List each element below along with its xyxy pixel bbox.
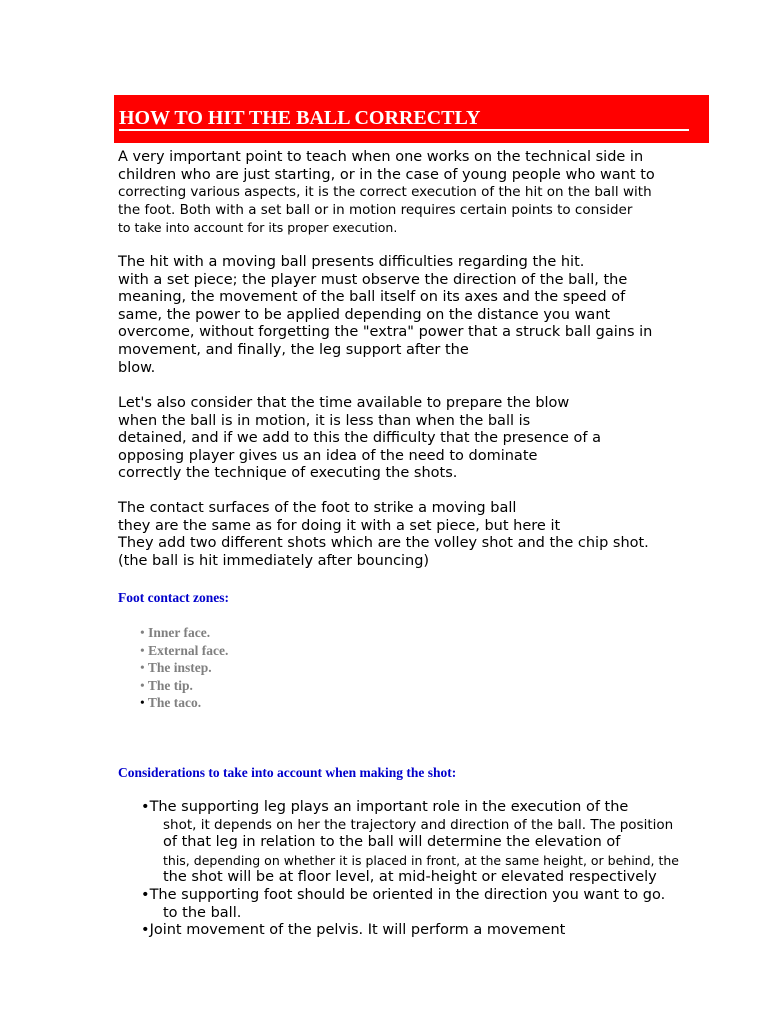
list-item — [140, 659, 228, 677]
paragraph-line: with a set piece; the player must observe the direction of the ball, the — [118, 271, 628, 288]
item-text: Joint movement of the pelvis. It will perform a movement — [149, 922, 566, 939]
contact-paragraph — [118, 500, 649, 570]
list-item — [141, 922, 679, 940]
paragraph-line: when the ball is in motion, it is less than when the ball is — [118, 412, 531, 429]
zone-label: The tip. — [147, 677, 193, 693]
item-continuation: of that leg in relation to the ball will determine the elevation of — [163, 834, 621, 851]
bullet-icon: • — [140, 625, 145, 640]
paragraph-line: The contact surfaces of the foot to strike a moving ball — [118, 500, 517, 516]
foot-zones-list — [140, 624, 228, 712]
intro-paragraph — [118, 149, 655, 237]
item-continuation: the shot will be at floor level, at mid-height or elevated respectively — [163, 869, 657, 886]
item-continuation: this, depending on whether it is placed in front, at the same height, or behind, the — [163, 852, 679, 868]
paragraph-line: opposing player gives us an idea of the need to dominate — [118, 447, 538, 464]
bullet-icon: • — [141, 799, 150, 815]
paragraph-line: They add two different shots which are the volley shot and the chip shot. — [118, 535, 649, 552]
paragraph-line: The hit with a moving ball presents difficulties regarding the hit. — [118, 254, 585, 270]
moving-ball-paragraph — [118, 254, 652, 377]
considerations-heading: Considerations to take into account when making the shot: — [118, 765, 457, 780]
item-continuation: shot, it depends on her the trajectory and direction of the ball. The position — [163, 816, 674, 833]
paragraph-line: the foot. Both with a set ball or in motion requires certain points to consider — [118, 201, 633, 218]
item-text: The supporting leg plays an important role in the execution of the — [149, 799, 629, 815]
paragraph-line: correcting various aspects, it is the correct execution of the hit on the ball with — [118, 184, 652, 201]
paragraph-line: to take into account for its proper execution. — [118, 220, 398, 236]
time-paragraph — [118, 395, 601, 483]
paragraph-line: detained, and if we add to this the difficulty that the presence of a — [118, 430, 602, 447]
page-title: HOW TO HIT THE BALL CORRECTLY — [119, 107, 481, 129]
list-item — [141, 799, 679, 817]
title-banner — [114, 95, 709, 143]
foot-contact-heading: Foot contact zones: — [118, 590, 229, 605]
title-underline — [119, 129, 689, 131]
paragraph-line: same, the power to be applied depending on the distance you want — [118, 306, 611, 323]
zone-label: The taco. — [147, 695, 202, 711]
paragraph-line: Let's also consider that the time available to prepare the blow — [118, 395, 570, 411]
paragraph-line: A very important point to teach when one works on the technical side in — [118, 149, 644, 165]
list-item — [140, 694, 228, 712]
bullet-icon: • — [140, 642, 145, 658]
bullet-icon: • — [140, 660, 145, 676]
zone-label: Inner face. — [148, 625, 211, 640]
bullet-icon: • — [140, 677, 145, 693]
paragraph-line: overcome, without forgetting the "extra" power that a struck ball gains in — [118, 324, 653, 341]
paragraph-line: they are the same as for doing it with a set piece, but here it — [118, 517, 561, 534]
bullet-icon: • — [141, 886, 150, 903]
list-item — [140, 642, 228, 660]
bullet-icon: • — [141, 922, 150, 939]
list-item — [140, 677, 228, 695]
paragraph-line: movement, and finally, the leg support after the — [118, 341, 469, 358]
paragraph-line: blow. — [118, 359, 156, 376]
paragraph-line: children who are just starting, or in the case of young people who want to — [118, 166, 655, 183]
bullet-icon: • — [140, 695, 145, 711]
paragraph-line: correctly the technique of executing the shots. — [118, 465, 458, 482]
considerations-list — [141, 799, 679, 940]
item-text: The supporting foot should be oriented in the direction you want to go. — [149, 886, 666, 903]
zone-label: External face. — [148, 642, 229, 658]
item-continuation: to the ball. — [163, 904, 242, 921]
list-item — [140, 624, 228, 642]
zone-label: The instep. — [147, 660, 212, 676]
paragraph-line: (the ball is hit immediately after bouncing) — [118, 552, 430, 569]
paragraph-line: meaning, the movement of the ball itself on its axes and the speed of — [118, 289, 626, 306]
list-item — [141, 887, 679, 905]
